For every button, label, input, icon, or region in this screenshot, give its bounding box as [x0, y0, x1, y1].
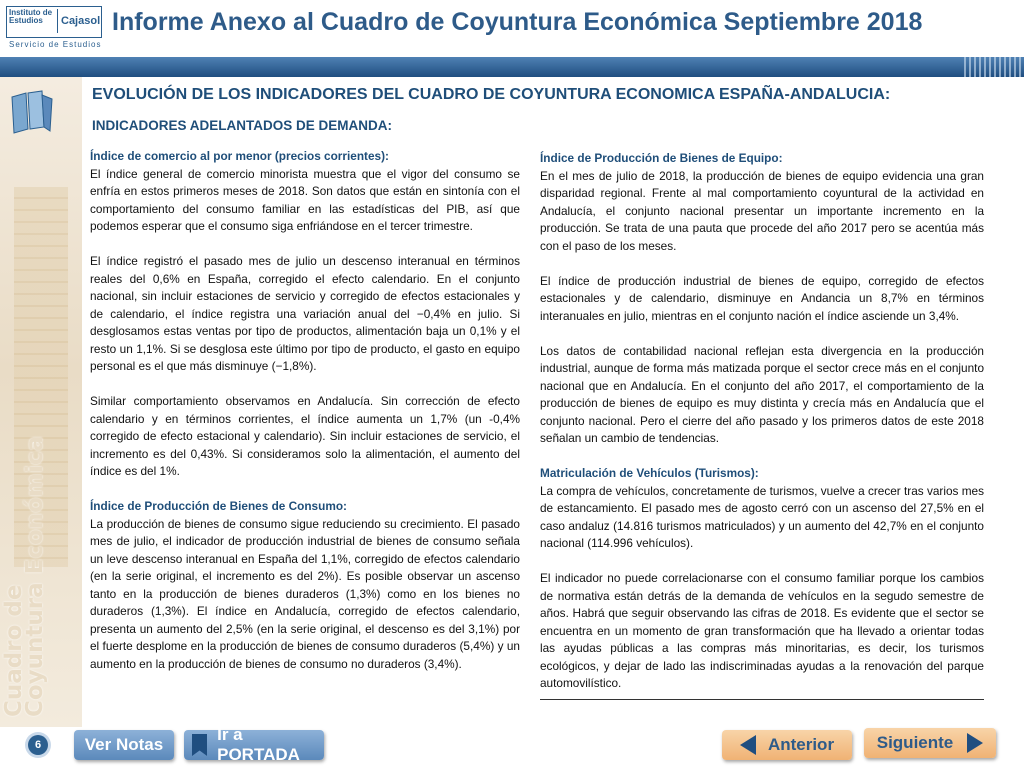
logo-institute: Instituto de Estudios: [9, 8, 53, 25]
next-button[interactable]: [864, 728, 996, 758]
sidebar-vertical-title: [1, 436, 48, 717]
retail-index-heading: Índice de comercio al por menor (precios corrientes):: [90, 149, 389, 163]
books-icon: [8, 89, 56, 135]
page-title: Informe Anexo al Cuadro de Coyuntura Económica Septiembre 2018: [112, 8, 923, 36]
retail-index-p2: El índice registró el pasado mes de julio un descenso interanual en términos reales del 0,6% en España, corregido el efecto calendario. En el conjunto nacional, sin incluir estaciones de servicio y corregido de efectos estacionales y de calendario, el índice registra una variación anual del −0,4% en julio. Si desglosamos estas ventas por tipo de productos, alimentación baja un 0,1% y el resto un 1,1%. Si se desglosa este último por tipo de producto, el gasto en equipo personal es el que más disminuye (−1,8%).: [90, 254, 520, 373]
consumer-goods-p1: La producción de bienes de consumo sigue reduciendo su crecimiento. El pasado mes de julio, el indicador de producción industrial de bienes de consumo señala un leve descenso interanual en España del 1,1%, corregido de efectos calendario (en la serie original, el incremento es del 2%). Es posible observar un ascenso tanto en la producción de bienes duraderos (1,3%) como en los bienes no duraderos (1,3%). El índice en Andalucía, corregido de efectos calendario, presenta un aumento del 2,5% (en la serie original, el descenso es del 3,1%) por el fuerte desplome en la producción de bienes de consumo duraderos (5,4%) y un aumento en la producción de bienes de consumo no duraderos (3,4%).: [90, 516, 520, 671]
previous-label: Anterior: [767, 735, 835, 754]
consumer-goods-heading: Índice de Producción de Bienes de Consumo:: [90, 499, 347, 513]
sidebar-title-line1: Cuadro de: [1, 584, 27, 717]
logo-separator: [57, 9, 58, 33]
right-column: [540, 150, 984, 700]
capital-goods-p2: El índice de producción industrial de bienes de equipo, corregido de efectos estacionales y de calendario, disminuye en Andancia un 8,7% en términos interanuales en julio, mientras en el conjunto nación el índice asciende un 3,4%.: [540, 273, 984, 323]
page-number: 6: [28, 735, 48, 755]
header-bar: [0, 57, 1024, 77]
logo-brand: Cajasol: [61, 15, 101, 27]
retail-index-p1: El índice general de comercio minorista muestra que el vigor del consumo se enfría en estos primeros meses de 2018. Son datos que están en sintonía con el comportamiento del consumo familiar en las estadísticas del PIB, así que podemos esperar que el consumo siga enfriándose en el tercer trimestre.: [90, 166, 520, 233]
retail-index-p3: Similar comportamiento observamos en Andalucía. Sin corrección de efecto calendario y en términos corrientes, el índice aumenta un 1,7% (un -0,4% corregido de efecto estacional y calendario). Sin incluir estaciones de servicio, el incremento es del 0,43%. Si consideramos solo la alimentación, el aumento del índice es del 1%.: [90, 394, 520, 478]
go-to-cover-button[interactable]: [184, 725, 324, 764]
section-heading: EVOLUCIÓN DE LOS INDICADORES DEL CUADRO DE COYUNTURA ECONOMICA ESPAÑA-ANDALUCIA:: [92, 86, 891, 103]
vehicle-registration-p2: El indicador no puede correlacionarse con el consumo familiar porque los cambios de normativa están detrás de la demanda de vehículos en la segudo semestre de años. Habrá que seguir observando las cifras de 2018. Es evidente que el sector se encuentra en un momento de gran transformación que ha llevado a orientar todas las ayudas públicas a las compras más minoritarias, es decir, los turismos ecológicos, y dejar de lado las indiscriminadas ayudas a la renovación del parque automovilístico.: [540, 571, 984, 690]
previous-button[interactable]: [722, 730, 852, 760]
closing-rule: [540, 693, 984, 700]
sidebar-banner: [0, 77, 82, 727]
go-to-cover-label: Ir a PORTADA: [217, 725, 300, 764]
next-label: Siguiente: [876, 733, 954, 752]
logo: [6, 6, 106, 52]
header-bar-pattern: [964, 57, 1024, 77]
view-notes-button[interactable]: [74, 730, 174, 760]
arrow-right-icon: [967, 733, 983, 753]
left-column: [90, 148, 520, 673]
capital-goods-p3: Los datos de contabilidad nacional reflejan esta divergencia en la producción industrial, aunque de forma más matizada porque el sector crece más en el conjunto nacional que en Andalucía. En el conjunto del año 2017, el comportamiento de la producción de bienes de equipo es muy distinta y crecía más en Andalucía que el conjunto nacional. Pero el cierre del año pasado y los primeros datos de este 2018 señalan un cambio de tendencias.: [540, 343, 984, 445]
vehicle-registration-heading: Matriculación de Vehículos (Turismos):: [540, 466, 759, 480]
capital-goods-p1: En el mes de julio de 2018, la producción de bienes de equipo evidencia una gran disparidad regional. Frente al mal comportamiento coyuntural de la actividad en Andalucía, el conjunto nacional presentar un importante incremento en la producción. Se trata de una pauta que procede del año 2017 pero se acentúa más con el paso de los meses.: [540, 168, 984, 253]
view-notes-label: Ver Notas: [84, 735, 164, 754]
section-subheading: INDICADORES ADELANTADOS DE DEMANDA:: [92, 118, 392, 133]
capital-goods-heading: Índice de Producción de Bienes de Equipo:: [540, 151, 783, 165]
logo-service: Servicio de Estudios: [9, 40, 102, 49]
sidebar-title-line2: Coyuntura Económica: [22, 436, 48, 717]
bookmark-icon: [192, 734, 207, 756]
vehicle-registration-p1: La compra de vehículos, concretamente de turismos, vuelve a crecer tras varios mes de estancamiento. El pasado mes de agosto cerró con un ascenso del 27,5% en el caso andaluz (14.816 turismos matriculados) y un aumento del 42,7% en el conjunto nacional (114.996 vehículos).: [540, 483, 984, 550]
arrow-left-icon: [740, 735, 756, 755]
